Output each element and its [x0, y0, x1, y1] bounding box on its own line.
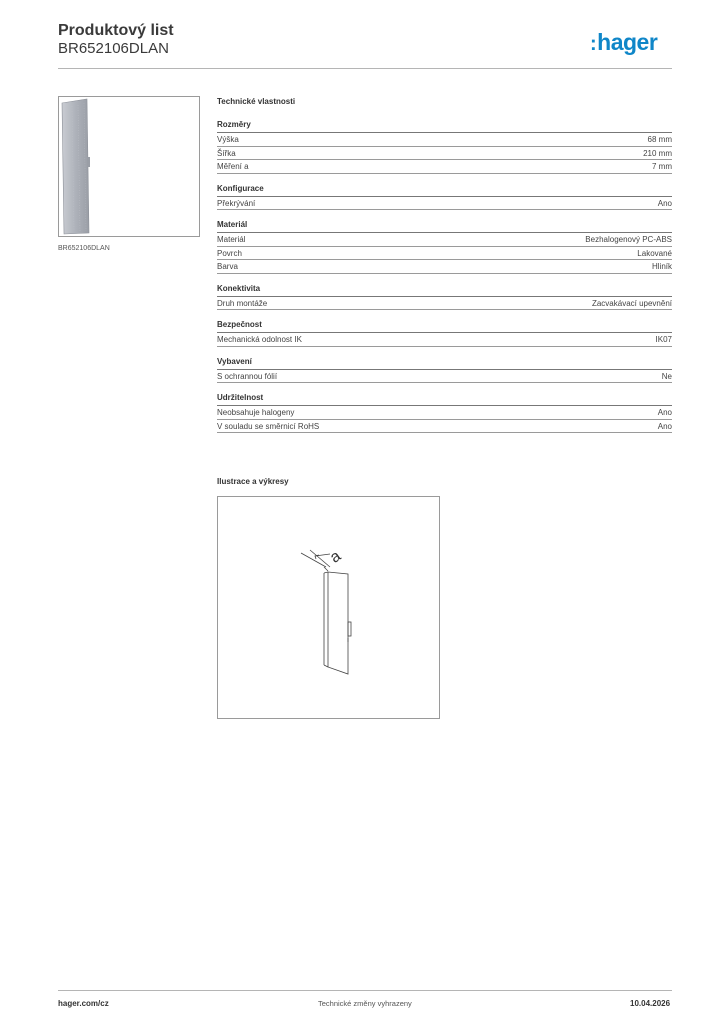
spec-group-title: Rozměry	[217, 120, 672, 133]
spec-label: Výška	[217, 135, 239, 144]
spec-row	[217, 420, 672, 434]
drawing-svg	[218, 497, 439, 718]
spec-label: Druh montáže	[217, 298, 268, 308]
product-image-caption: BR652106DLAN	[58, 245, 110, 252]
spec-value: Ne	[661, 371, 672, 381]
spec-group-material	[217, 220, 672, 274]
spec-label: Povrch	[217, 248, 242, 258]
spec-value: Ano	[657, 198, 672, 208]
spec-row	[217, 147, 672, 161]
spec-label: Překrývání	[217, 198, 256, 208]
spec-label: Neobsahuje halogeny	[217, 408, 295, 417]
spec-value: Ano	[657, 408, 672, 417]
spec-row	[217, 133, 672, 147]
specs-title: Technické vlastnosti	[217, 97, 296, 106]
spec-value: IK07	[655, 335, 672, 344]
spec-value: Lakované	[637, 248, 672, 258]
page-title: Produktový list	[58, 22, 174, 39]
spec-row	[217, 406, 672, 420]
spec-group-title: Bezpečnost	[217, 320, 672, 333]
spec-label: S ochrannou fólií	[217, 371, 278, 381]
spec-group-connectivity	[217, 284, 672, 311]
spec-label: Materiál	[217, 235, 246, 244]
spec-value: 210 mm	[643, 148, 672, 158]
spec-label: Šířka	[217, 148, 236, 158]
spec-row	[217, 197, 672, 211]
spec-value: Hliník	[651, 262, 672, 271]
spec-value: 7 mm	[652, 162, 672, 171]
technical-drawing	[217, 496, 440, 719]
spec-row	[217, 297, 672, 311]
spec-label: Mechanická odolnost IK	[217, 335, 302, 344]
spec-group-dimensions	[217, 120, 672, 174]
spec-group-title: Konfigurace	[217, 184, 672, 197]
footer-divider	[58, 990, 672, 991]
spec-value: Zacvakávací upevnění	[591, 298, 672, 308]
spec-group-sustainability	[217, 393, 672, 433]
spec-group-equipment	[217, 357, 672, 384]
spec-row	[217, 260, 672, 274]
spec-group-title: Udržitelnost	[217, 393, 672, 406]
dimension-label-a: a	[327, 547, 345, 567]
spec-group-title: Vybavení	[217, 357, 672, 370]
spec-row	[217, 333, 672, 347]
spec-label: Barva	[217, 262, 238, 271]
spec-group-configuration	[217, 184, 672, 211]
spec-group-title: Materiál	[217, 220, 672, 233]
spec-row	[217, 233, 672, 247]
product-photo	[59, 97, 199, 236]
hager-logo: :hager	[590, 29, 658, 55]
spec-row	[217, 160, 672, 174]
spec-row	[217, 247, 672, 261]
footer-date: 10.04.2026	[630, 999, 671, 1008]
spec-label: Měření a	[217, 162, 249, 171]
spec-group-title: Konektivita	[217, 284, 672, 297]
spec-row	[217, 370, 672, 384]
spec-group-safety	[217, 320, 672, 347]
spec-value: Ano	[657, 421, 672, 431]
illustrations-title: Ilustrace a výkresy	[217, 477, 289, 486]
footer-notice: Technické změny vyhrazeny	[318, 999, 412, 1008]
technical-specs	[217, 96, 672, 443]
spec-label: V souladu se směrnicí RoHS	[217, 421, 320, 431]
spec-value: Bezhalogenový PC-ABS	[585, 235, 672, 244]
product-code: BR652106DLAN	[58, 40, 169, 57]
spec-value: 68 mm	[647, 135, 672, 144]
logo-text: hager	[597, 29, 658, 55]
header-divider	[58, 68, 672, 69]
footer-website-link[interactable]: hager.com/cz	[58, 999, 109, 1008]
product-image	[58, 96, 200, 237]
